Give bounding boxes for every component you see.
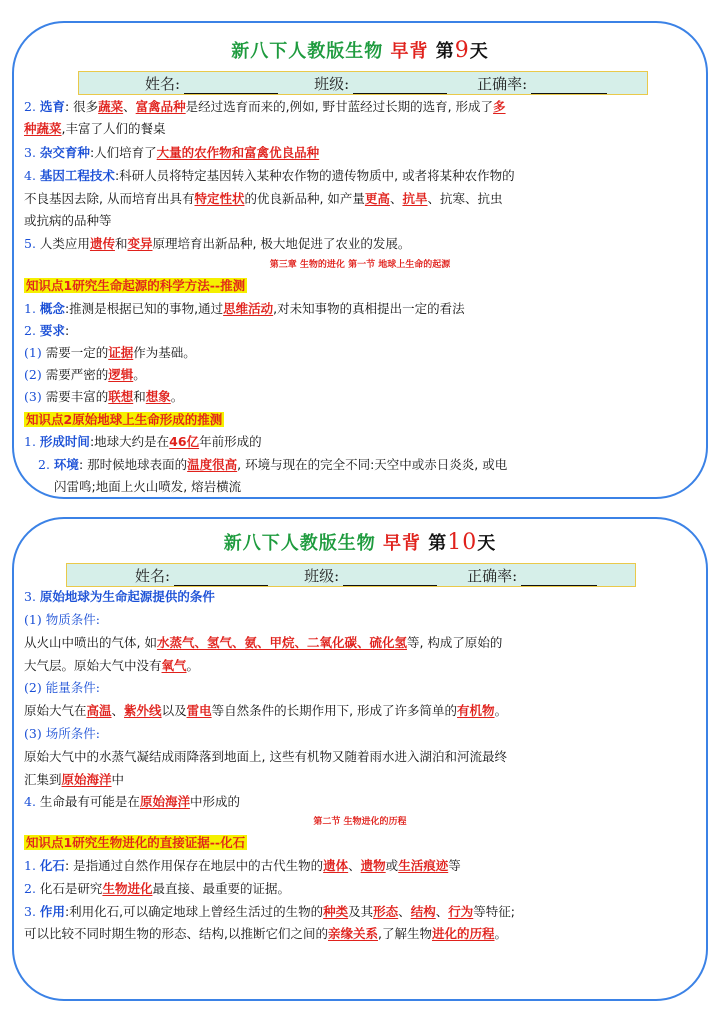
knowledge-point-label: 知识点1研究生物进化的直接证据--化石 xyxy=(26,835,246,850)
chapter-heading: 第二节 生物进化的历程 xyxy=(313,817,407,827)
class-field[interactable]: 班级: xyxy=(304,565,437,586)
text-line: 3. 原始地球为生命起源提供的条件 xyxy=(24,589,215,604)
text-line: (2) 能量条件: xyxy=(24,680,100,695)
text-line: (1) 需要一定的证据作为基础。 xyxy=(24,345,196,360)
text-line: 原始大气中的水蒸气凝结成雨降落到地面上, 这些有机物又随着雨水进入湖泊和河流最终 xyxy=(24,749,507,764)
text-line: 2. 化石是研究生物进化最直接、最重要的证据。 xyxy=(24,881,290,896)
text-line: 闪雷鸣;地面上火山喷发, 熔岩横流 xyxy=(54,479,242,494)
text-line: 2. 要求: xyxy=(24,323,70,338)
chapter-heading: 第三章 生物的进化 第一节 地球上生命的起源 xyxy=(269,260,451,270)
text-line: 4. 生命最有可能是在原始海洋中形成的 xyxy=(24,794,240,809)
knowledge-point-label: 知识点2原始地球上生命形成的推测 xyxy=(26,412,223,427)
accuracy-field[interactable]: 正确率: xyxy=(467,565,597,586)
text-line: 大气层。原始大气中没有氧气。 xyxy=(24,658,200,673)
text-line: (2) 需要严密的逻辑。 xyxy=(24,367,146,382)
name-field[interactable]: 姓名: xyxy=(145,73,278,94)
text-line: 1. 化石: 是指通过自然作用保存在地层中的古代生物的遗体、遗物或生活痕迹等 xyxy=(24,858,461,873)
text-line: 5. 人类应用遗传和变异原理培育出新品种, 极大地促进了农业的发展。 xyxy=(24,236,411,251)
text-line: 可以比较不同时期生物的形态、结构,以推断它们之间的亲缘关系,了解生物进化的历程。 xyxy=(24,926,508,941)
card-title: 新八下人教版生物 早背 第10天 xyxy=(223,530,497,555)
text-line: 1. 概念:推测是根据已知的事物,通过思维活动,对未知事物的真相提出一定的看法 xyxy=(24,301,465,316)
knowledge-point-label: 知识点1研究生命起源的科学方法--推测 xyxy=(26,278,246,293)
text-line: (1) 物质条件: xyxy=(24,612,100,627)
worksheet-card-day-9 xyxy=(12,21,708,499)
name-bar xyxy=(66,563,636,587)
accuracy-field[interactable]: 正确率: xyxy=(477,73,607,94)
text-line: (3) 需要丰富的联想和想象。 xyxy=(24,389,184,404)
text-line: 或抗病的品种等 xyxy=(24,213,112,228)
text-line: 1. 形成时间:地球大约是在46亿年前形成的 xyxy=(24,434,262,449)
text-line: 3. 作用:利用化石,可以确定地球上曾经生活过的生物的种类及其形态、结构、行为等特征; xyxy=(24,904,515,919)
text-line: 不良基因去除, 从而培育出具有特定性状的优良新品种, 如产量更高、抗旱、抗寒、抗虫 xyxy=(24,191,503,206)
text-line: 4. 基因工程技术:科研人员将特定基因转入某种农作物的遗传物质中, 或者将某种农作物的 xyxy=(24,168,515,183)
text-line: 3. 杂交育种:人们培育了大量的农作物和富禽优良品种 xyxy=(24,145,320,160)
text-line: 原始大气在高温、紫外线以及雷电等自然条件的长期作用下, 形成了许多简单的有机物。 xyxy=(24,703,508,718)
text-line: 从火山中喷出的气体, 如水蒸气、氢气、氨、甲烷、二氧化碳、硫化氢等, 构成了原始的 xyxy=(24,635,503,650)
class-field[interactable]: 班级: xyxy=(314,73,447,94)
name-field[interactable]: 姓名: xyxy=(135,565,268,586)
text-line: 汇集到原始海洋中 xyxy=(24,772,125,787)
text-line: (3) 场所条件: xyxy=(24,726,100,741)
card-title: 新八下人教版生物 早背 第9天 xyxy=(231,38,489,63)
worksheet-card-day-10 xyxy=(12,517,708,1001)
text-line: 2. 环境: 那时候地球表面的温度很高, 环境与现在的完全不同:天空中或赤日炎炎, 或电 xyxy=(38,457,508,472)
text-line: 2. 选育: 很多蔬菜、富禽品种是经过选育而来的,例如, 野甘蓝经过长期的选育, 形成了多 xyxy=(24,99,506,114)
name-bar xyxy=(78,71,648,95)
text-line: 种蔬菜,丰富了人们的餐桌 xyxy=(24,121,166,136)
